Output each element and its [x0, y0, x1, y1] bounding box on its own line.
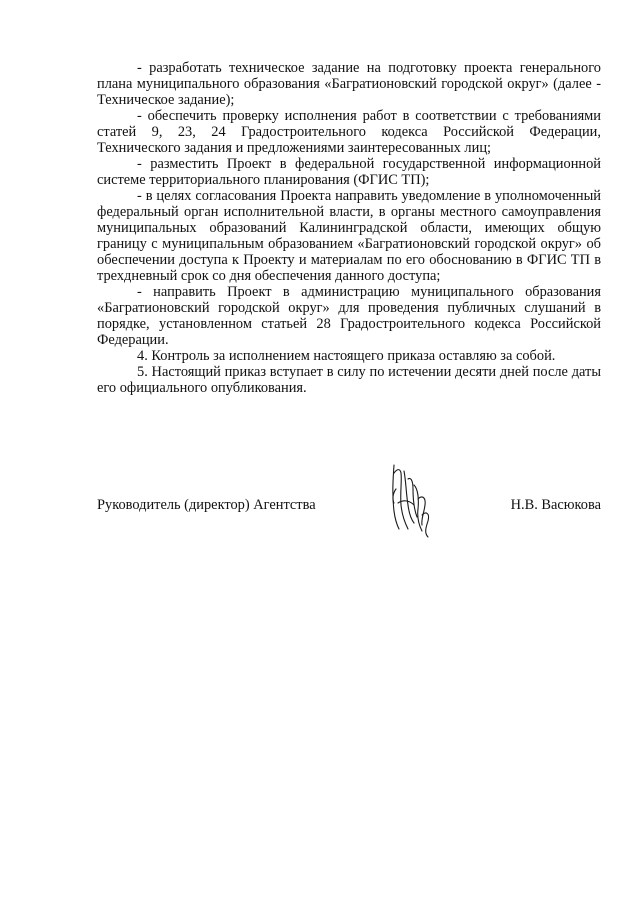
paragraph-entry-into-force: 5. Настоящий приказ вступает в силу по истечении десяти дней после даты его официального опубликования. [97, 364, 601, 396]
paragraph-send-to-administration: - направить Проект в администрацию муниципального образования «Багратионовский городской округ» для проведения публичных слушаний в порядке, установленном статьей 28 Градостроительного кодекса Российской Федерации. [97, 284, 601, 348]
signatory-title: Руководитель (директор) Агентства [97, 497, 316, 513]
handwritten-signature [384, 459, 440, 541]
paragraph-notification: - в целях согласования Проекта направить уведомление в уполномоченный федеральный орган исполнительной власти, в органы местного самоуправления муниципальных образований Калининградской области, имеющих общую границу с муниципальным образованием «Багратионовский городской округ» об обеспечении доступа к Проекту и материалам по его обоснованию в ФГИС ТП в трехдневный срок со дня обеспечения данного доступа; [97, 188, 601, 284]
document-body [97, 60, 601, 396]
paragraph-control: 4. Контроль за исполнением настоящего приказа оставляю за собой. [137, 348, 556, 364]
paragraph-publish-fgis: - разместить Проект в федеральной государственной информационной системе территориального планирования (ФГИС ТП); [97, 156, 601, 188]
paragraph-technical-assignment: - разработать техническое задание на подготовку проекта генерального плана муниципального образования «Багратионовский городской округ» (далее - Техническое задание); [97, 60, 601, 108]
signatory-name: Н.В. Васюкова [510, 497, 601, 513]
signature-block [97, 489, 601, 513]
paragraph-verification: - обеспечить проверку исполнения работ в соответствии с требованиями статей 9, 23, 24 Градостроительного кодекса Российской Федерации, Технического задания и предложениями заинтересованных лиц; [97, 108, 601, 156]
